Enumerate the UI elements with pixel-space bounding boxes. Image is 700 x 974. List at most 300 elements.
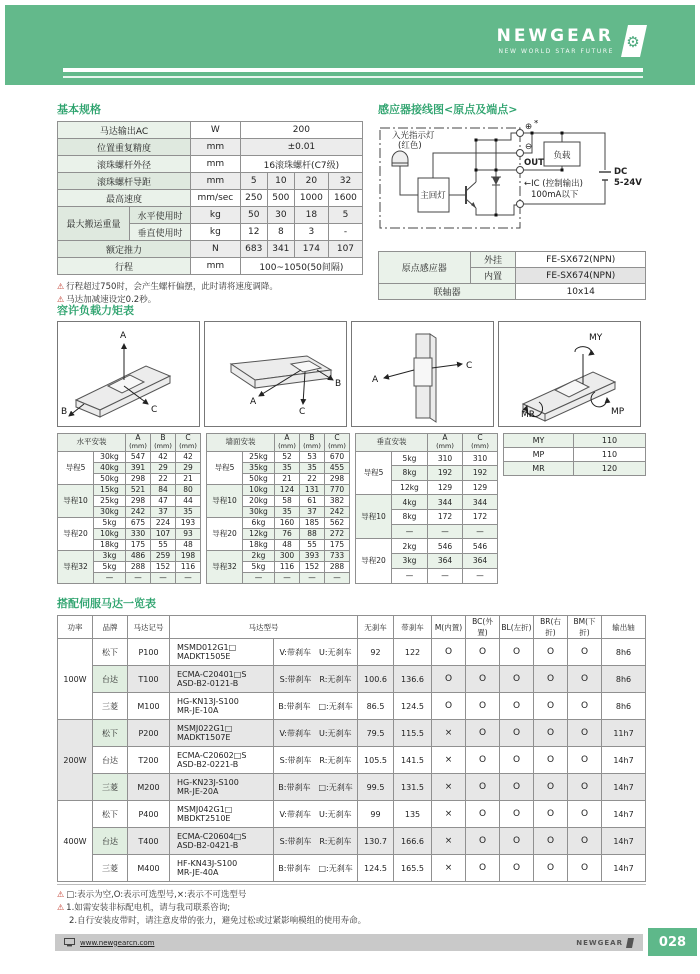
motor-code-cell: P200 — [128, 720, 170, 747]
spec-unit: N — [191, 241, 241, 258]
moment-row — [504, 462, 646, 476]
table-row — [379, 252, 646, 268]
weight-cell: — — [243, 572, 275, 583]
option-flag: × — [432, 720, 466, 747]
value-cell: 21 — [275, 473, 300, 484]
value-cell: — — [463, 568, 498, 583]
motor-row — [58, 693, 646, 720]
weight-cell: 20kg — [243, 495, 275, 506]
column-header: A (mm) — [428, 434, 463, 452]
value-cell: 131 — [300, 484, 325, 495]
value-cell: 259 — [151, 550, 176, 561]
column-header: C (mm) — [325, 434, 350, 452]
weight-cell: 10kg — [94, 528, 126, 539]
lead-label: 导程20 — [58, 517, 94, 550]
value-cell: 193 — [176, 517, 201, 528]
value-cell: 160 — [275, 517, 300, 528]
option-flag: × — [432, 747, 466, 774]
spec-label: 滚珠螺杆外径 — [58, 156, 191, 173]
spec-row — [58, 173, 363, 190]
spec-row — [58, 156, 363, 173]
option-flag: O — [466, 801, 500, 828]
spec-value: 16滚珠螺杆(C7级) — [240, 156, 362, 173]
motor-model-cell: MSMJ022G1□ MADKT1507E — [170, 720, 274, 747]
weight-cell: — — [94, 572, 126, 583]
motor-code-cell: T200 — [128, 747, 170, 774]
with-brake-value: 124.5 — [394, 693, 432, 720]
mount-row — [356, 495, 498, 510]
minus-terminal-label: ⊖ — [525, 142, 533, 152]
banner-rule — [63, 68, 643, 72]
lead-label: 导程10 — [58, 484, 94, 517]
lamp-label: 入光指示灯 — [392, 131, 435, 141]
column-header: 输出轴 — [602, 616, 646, 639]
value-cell: 37 — [300, 506, 325, 517]
axis-label: C — [299, 407, 306, 417]
value-cell: 770 — [325, 484, 350, 495]
value-cell: 55 — [151, 539, 176, 550]
moment-label: MP — [504, 448, 574, 462]
weight-cell: 18kg — [94, 539, 126, 550]
spec-value: 341 — [267, 241, 294, 258]
value-cell: 35 — [275, 506, 300, 517]
spec-label: 额定推力 — [58, 241, 191, 258]
moment-row — [504, 448, 646, 462]
brake-code-cell: S:带刹车 R:无刹车 — [274, 747, 358, 774]
mount-row — [356, 451, 498, 466]
spec-value: - — [328, 224, 362, 241]
sensor-model: FE-SX674(NPN) — [516, 268, 646, 284]
motor-row — [58, 828, 646, 855]
value-cell: 242 — [126, 506, 151, 517]
origin-sensor-label: 原点感应器 — [379, 252, 471, 284]
wiring-diagram — [378, 120, 668, 240]
spec-value: 10 — [267, 173, 294, 190]
value-cell: 22 — [151, 473, 176, 484]
value-cell: 288 — [325, 561, 350, 572]
lead-label: 导程32 — [207, 550, 243, 583]
option-flag: O — [432, 693, 466, 720]
value-cell: 300 — [275, 550, 300, 561]
value-cell: — — [126, 572, 151, 583]
actuator-diagram-wall — [204, 321, 347, 427]
motor-row — [58, 720, 646, 747]
value-cell: 42 — [151, 451, 176, 462]
moment-value: 120 — [574, 462, 646, 476]
dc-voltage-label: 5-24V — [614, 178, 642, 188]
lead-label: 导程10 — [356, 495, 392, 539]
weight-cell: 35kg — [243, 462, 275, 473]
option-flag: O — [500, 774, 534, 801]
value-cell: 84 — [151, 484, 176, 495]
spec-value: 20 — [294, 173, 328, 190]
output-shaft-cell: 8h6 — [602, 639, 646, 666]
mount-row — [207, 550, 350, 561]
brake-code-cell: B:带刹车 □:无刹车 — [274, 855, 358, 882]
option-flag: O — [500, 828, 534, 855]
spec-value: 200 — [240, 122, 362, 139]
with-brake-value: 115.5 — [394, 720, 432, 747]
weight-cell: 25kg — [94, 495, 126, 506]
option-flag: O — [568, 720, 602, 747]
warning-icon: ⚠ — [57, 282, 65, 291]
mount-row — [58, 484, 201, 495]
mount-row — [207, 451, 350, 462]
spec-row — [58, 122, 363, 139]
sensor-table — [378, 251, 646, 300]
motor-code-cell: M400 — [128, 855, 170, 882]
weight-cell: 12kg — [392, 480, 428, 495]
value-cell: 670 — [325, 451, 350, 462]
option-flag: O — [568, 774, 602, 801]
value-cell: 185 — [300, 517, 325, 528]
value-cell: 61 — [300, 495, 325, 506]
note-line: ⚠ 1.如需安装非标配电机，请与我司联系咨询; — [57, 902, 231, 913]
footnotes — [57, 884, 646, 927]
spec-unit: mm — [191, 258, 241, 275]
value-cell: 55 — [300, 539, 325, 550]
with-brake-value: 166.6 — [394, 828, 432, 855]
value-cell: 124 — [275, 484, 300, 495]
output-shaft-cell: 8h6 — [602, 693, 646, 720]
column-header: BL(左折) — [500, 616, 534, 639]
weight-cell: 3kg — [392, 554, 428, 569]
footer-logo-icon — [626, 938, 634, 948]
header-banner — [5, 5, 695, 85]
note-line: ⚠ 行程超过750时，会产生螺杆偏摆，此时请将速度调降。 — [57, 282, 278, 292]
lead-label: 导程10 — [207, 484, 243, 517]
value-cell: — — [300, 572, 325, 583]
column-header: 品牌 — [93, 616, 128, 639]
value-cell: 152 — [300, 561, 325, 572]
motor-model-cell: ECMA-C20604□S ASD-B2-0421-B — [170, 828, 274, 855]
value-cell: 364 — [463, 554, 498, 569]
column-header: BC(外置) — [466, 616, 500, 639]
diagram-boxes — [57, 321, 646, 427]
no-brake-value: 99.5 — [358, 774, 394, 801]
option-flag: O — [534, 720, 568, 747]
spec-row — [58, 241, 363, 258]
ic-label: ←IC (控制输出) — [524, 179, 583, 189]
weight-cell: 50kg — [243, 473, 275, 484]
column-header: BR(右折) — [534, 616, 568, 639]
value-cell: 172 — [463, 510, 498, 525]
value-cell: 192 — [463, 466, 498, 481]
sensor-section — [378, 104, 668, 300]
option-flag: O — [466, 774, 500, 801]
motor-code-cell: T400 — [128, 828, 170, 855]
table-header-row — [58, 616, 646, 639]
brand-cell: 三菱 — [93, 855, 128, 882]
value-cell: 175 — [325, 539, 350, 550]
option-flag: O — [500, 639, 534, 666]
brake-code-cell: S:带刹车 R:无刹车 — [274, 666, 358, 693]
weight-cell: 40kg — [94, 462, 126, 473]
weight-cell: 8kg — [392, 510, 428, 525]
brand-name: NEWGEAR — [496, 25, 614, 46]
spec-value: 5 — [328, 207, 362, 224]
value-cell: 546 — [428, 539, 463, 554]
no-brake-value: 79.5 — [358, 720, 394, 747]
actuator-diagram-horizontal — [57, 321, 200, 427]
mount-row — [58, 451, 201, 462]
value-cell: 22 — [300, 473, 325, 484]
moment-limit-table — [503, 433, 646, 476]
option-flag: O — [568, 666, 602, 693]
option-flag: O — [466, 693, 500, 720]
lead-label: 导程20 — [207, 517, 243, 550]
coupling-value: 10x14 — [516, 284, 646, 300]
axis-label: MY — [589, 333, 603, 343]
lead-label: 导程5 — [58, 451, 94, 484]
spec-unit: mm/sec — [191, 190, 241, 207]
motor-model-cell: MSMD012G1□ MADKT1505E — [170, 639, 274, 666]
mount-type: 外挂 — [470, 252, 516, 268]
value-cell: 129 — [463, 480, 498, 495]
monitor-icon — [64, 938, 75, 947]
no-brake-value: 124.5 — [358, 855, 394, 882]
output-shaft-cell: 14h7 — [602, 828, 646, 855]
brand-cell: 松下 — [93, 720, 128, 747]
with-brake-value: 165.5 — [394, 855, 432, 882]
value-cell: 48 — [275, 539, 300, 550]
axis-label: C — [151, 405, 158, 415]
no-brake-value: 92 — [358, 639, 394, 666]
output-shaft-cell: 8h6 — [602, 666, 646, 693]
weight-cell: 30kg — [94, 451, 126, 462]
motor-row — [58, 774, 646, 801]
warning-icon: ⚠ — [57, 295, 65, 305]
mount-row — [207, 517, 350, 528]
spec-value: 5 — [240, 173, 267, 190]
mount-table — [57, 433, 201, 584]
spec-unit: W — [191, 122, 241, 139]
column-header: M(内置) — [432, 616, 466, 639]
table-header-row — [207, 434, 350, 452]
power-label: 100W — [58, 639, 93, 720]
power-label: 200W — [58, 720, 93, 801]
actuator-diagram-vertical — [351, 321, 494, 427]
value-cell: 80 — [176, 484, 201, 495]
option-flag: O — [568, 639, 602, 666]
option-flag: O — [534, 774, 568, 801]
value-cell: 53 — [300, 451, 325, 462]
no-brake-value: 99 — [358, 801, 394, 828]
column-header: C (mm) — [176, 434, 201, 452]
moment-value: 110 — [574, 434, 646, 448]
spec-value: 100~1050(50间隔) — [240, 258, 362, 275]
spec-unit: kg — [191, 224, 241, 241]
output-shaft-cell: 14h7 — [602, 774, 646, 801]
column-header: B (mm) — [300, 434, 325, 452]
value-cell: 224 — [151, 517, 176, 528]
option-flag: O — [500, 720, 534, 747]
brake-code-cell: B:带刹车 □:无刹车 — [274, 774, 358, 801]
value-cell: 298 — [126, 473, 151, 484]
option-flag: × — [432, 828, 466, 855]
value-cell: 288 — [126, 561, 151, 572]
moment-row — [504, 434, 646, 448]
motor-model-cell: HG-KN13J-S100 MR-JE-10A — [170, 693, 274, 720]
mount-row — [207, 484, 350, 495]
moment-label: MR — [504, 462, 574, 476]
mount-table-title: 墙面安装 — [207, 434, 275, 452]
value-cell: 486 — [126, 550, 151, 561]
output-shaft-cell: 14h7 — [602, 855, 646, 882]
option-flag: O — [466, 747, 500, 774]
option-flag: O — [568, 747, 602, 774]
value-cell: 192 — [428, 466, 463, 481]
spec-label: 滚珠螺杆导距 — [58, 173, 191, 190]
warning-icon: ⚠ — [57, 902, 65, 912]
value-cell: 298 — [325, 473, 350, 484]
spec-value: 500 — [267, 190, 294, 207]
mount-row — [58, 517, 201, 528]
spec-value: 107 — [328, 241, 362, 258]
weight-cell: 4kg — [392, 495, 428, 510]
table-header-row — [356, 434, 498, 452]
brand-cell: 三菱 — [93, 774, 128, 801]
spec-label: 最大搬运重量 — [58, 207, 130, 241]
table-row — [379, 284, 646, 300]
spec-value: 174 — [294, 241, 328, 258]
svg-text:⚙: ⚙ — [626, 33, 640, 51]
value-cell: — — [275, 572, 300, 583]
mount-tables — [57, 433, 646, 584]
with-brake-value: 135 — [394, 801, 432, 828]
spec-value: 683 — [240, 241, 267, 258]
no-brake-value: 100.6 — [358, 666, 394, 693]
motor-code-cell: M200 — [128, 774, 170, 801]
basic-specs-title: 基本规格 — [57, 103, 101, 116]
option-flag: O — [534, 639, 568, 666]
option-flag: O — [500, 693, 534, 720]
column-header: 马达型号 — [170, 616, 358, 639]
plus-terminal-label: ⊕ — [525, 122, 533, 132]
axis-label: B — [335, 379, 342, 389]
motor-row — [58, 747, 646, 774]
value-cell: 44 — [176, 495, 201, 506]
load-moment-title: 容许负载力矩表 — [57, 304, 134, 317]
servo-motor-title: 搭配伺服马达一览表 — [57, 597, 156, 610]
servo-motor-table — [57, 615, 646, 882]
column-header: 无刹车 — [358, 616, 394, 639]
value-cell: 344 — [463, 495, 498, 510]
value-cell: 562 — [325, 517, 350, 528]
value-cell: 47 — [151, 495, 176, 506]
option-flag: O — [568, 828, 602, 855]
option-flag: O — [534, 801, 568, 828]
mount-table — [355, 433, 498, 584]
mount-row — [356, 539, 498, 554]
mount-type: 内置 — [470, 268, 516, 284]
value-cell: 310 — [463, 451, 498, 466]
option-flag: O — [500, 801, 534, 828]
value-cell: 152 — [151, 561, 176, 572]
lamp-label-2: (红色) — [398, 141, 422, 151]
website-link[interactable]: www.newgearcn.com — [80, 938, 155, 947]
value-cell: 35 — [275, 462, 300, 473]
motor-model-cell: HG-KN23J-S100 MR-JE-20A — [170, 774, 274, 801]
spec-value: 12 — [240, 224, 267, 241]
spec-label: 位置重复精度 — [58, 139, 191, 156]
weight-cell: 30kg — [243, 506, 275, 517]
value-cell: 330 — [126, 528, 151, 539]
value-cell: 129 — [428, 480, 463, 495]
option-flag: O — [432, 666, 466, 693]
value-cell: 310 — [428, 451, 463, 466]
spec-value: 1600 — [328, 190, 362, 207]
spec-value: 1000 — [294, 190, 328, 207]
spec-sublabel: 水平使用时 — [130, 207, 191, 224]
option-flag: O — [500, 855, 534, 882]
moment-label: MY — [504, 434, 574, 448]
servo-motor-section — [57, 598, 646, 882]
option-flag: O — [432, 639, 466, 666]
basic-specs-table — [57, 121, 363, 275]
motor-model-cell: HF-KN43J-S100 MR-JE-40A — [170, 855, 274, 882]
banner-rule-thin — [63, 76, 643, 78]
motor-row — [58, 666, 646, 693]
value-cell: 382 — [325, 495, 350, 506]
axis-label: MP — [611, 407, 625, 417]
brand-cell: 台达 — [93, 747, 128, 774]
weight-cell: 5kg — [243, 561, 275, 572]
axis-label: MR — [521, 410, 536, 420]
value-cell: 107 — [151, 528, 176, 539]
value-cell: 393 — [300, 550, 325, 561]
option-flag: O — [568, 855, 602, 882]
spec-value: 50 — [240, 207, 267, 224]
value-cell: 198 — [176, 550, 201, 561]
value-cell: — — [463, 524, 498, 539]
brand-cell: 松下 — [93, 801, 128, 828]
axis-label: B — [61, 407, 68, 417]
ic-sub-label: 100mA以下 — [531, 190, 579, 200]
brand-cell: 松下 — [93, 639, 128, 666]
value-cell: 42 — [176, 451, 201, 462]
weight-cell: 6kg — [243, 517, 275, 528]
value-cell: 37 — [151, 506, 176, 517]
motor-model-cell: ECMA-C20602□S ASD-B2-0221-B — [170, 747, 274, 774]
newgear-logo-icon — [621, 25, 647, 57]
column-header: B (mm) — [151, 434, 176, 452]
no-brake-value: 130.7 — [358, 828, 394, 855]
value-cell: 546 — [463, 539, 498, 554]
mount-table — [206, 433, 350, 584]
option-flag: O — [534, 828, 568, 855]
value-cell: — — [428, 524, 463, 539]
actuator-diagram-moments — [498, 321, 641, 427]
lead-label: 导程5 — [207, 451, 243, 484]
spec-value: 18 — [294, 207, 328, 224]
value-cell: 35 — [300, 462, 325, 473]
value-cell: 29 — [151, 462, 176, 473]
weight-cell: 8kg — [392, 466, 428, 481]
column-header: C (mm) — [463, 434, 498, 452]
value-cell: 116 — [176, 561, 201, 572]
column-header: BM(下折) — [568, 616, 602, 639]
option-flag: O — [466, 666, 500, 693]
axis-label: C — [466, 361, 473, 371]
brake-code-cell: V:带刹车 U:无刹车 — [274, 639, 358, 666]
option-flag: O — [534, 693, 568, 720]
weight-cell: 2kg — [243, 550, 275, 561]
spec-row — [58, 258, 363, 275]
with-brake-value: 136.6 — [394, 666, 432, 693]
weight-cell: 5kg — [94, 517, 126, 528]
weight-cell: 5kg — [94, 561, 126, 572]
